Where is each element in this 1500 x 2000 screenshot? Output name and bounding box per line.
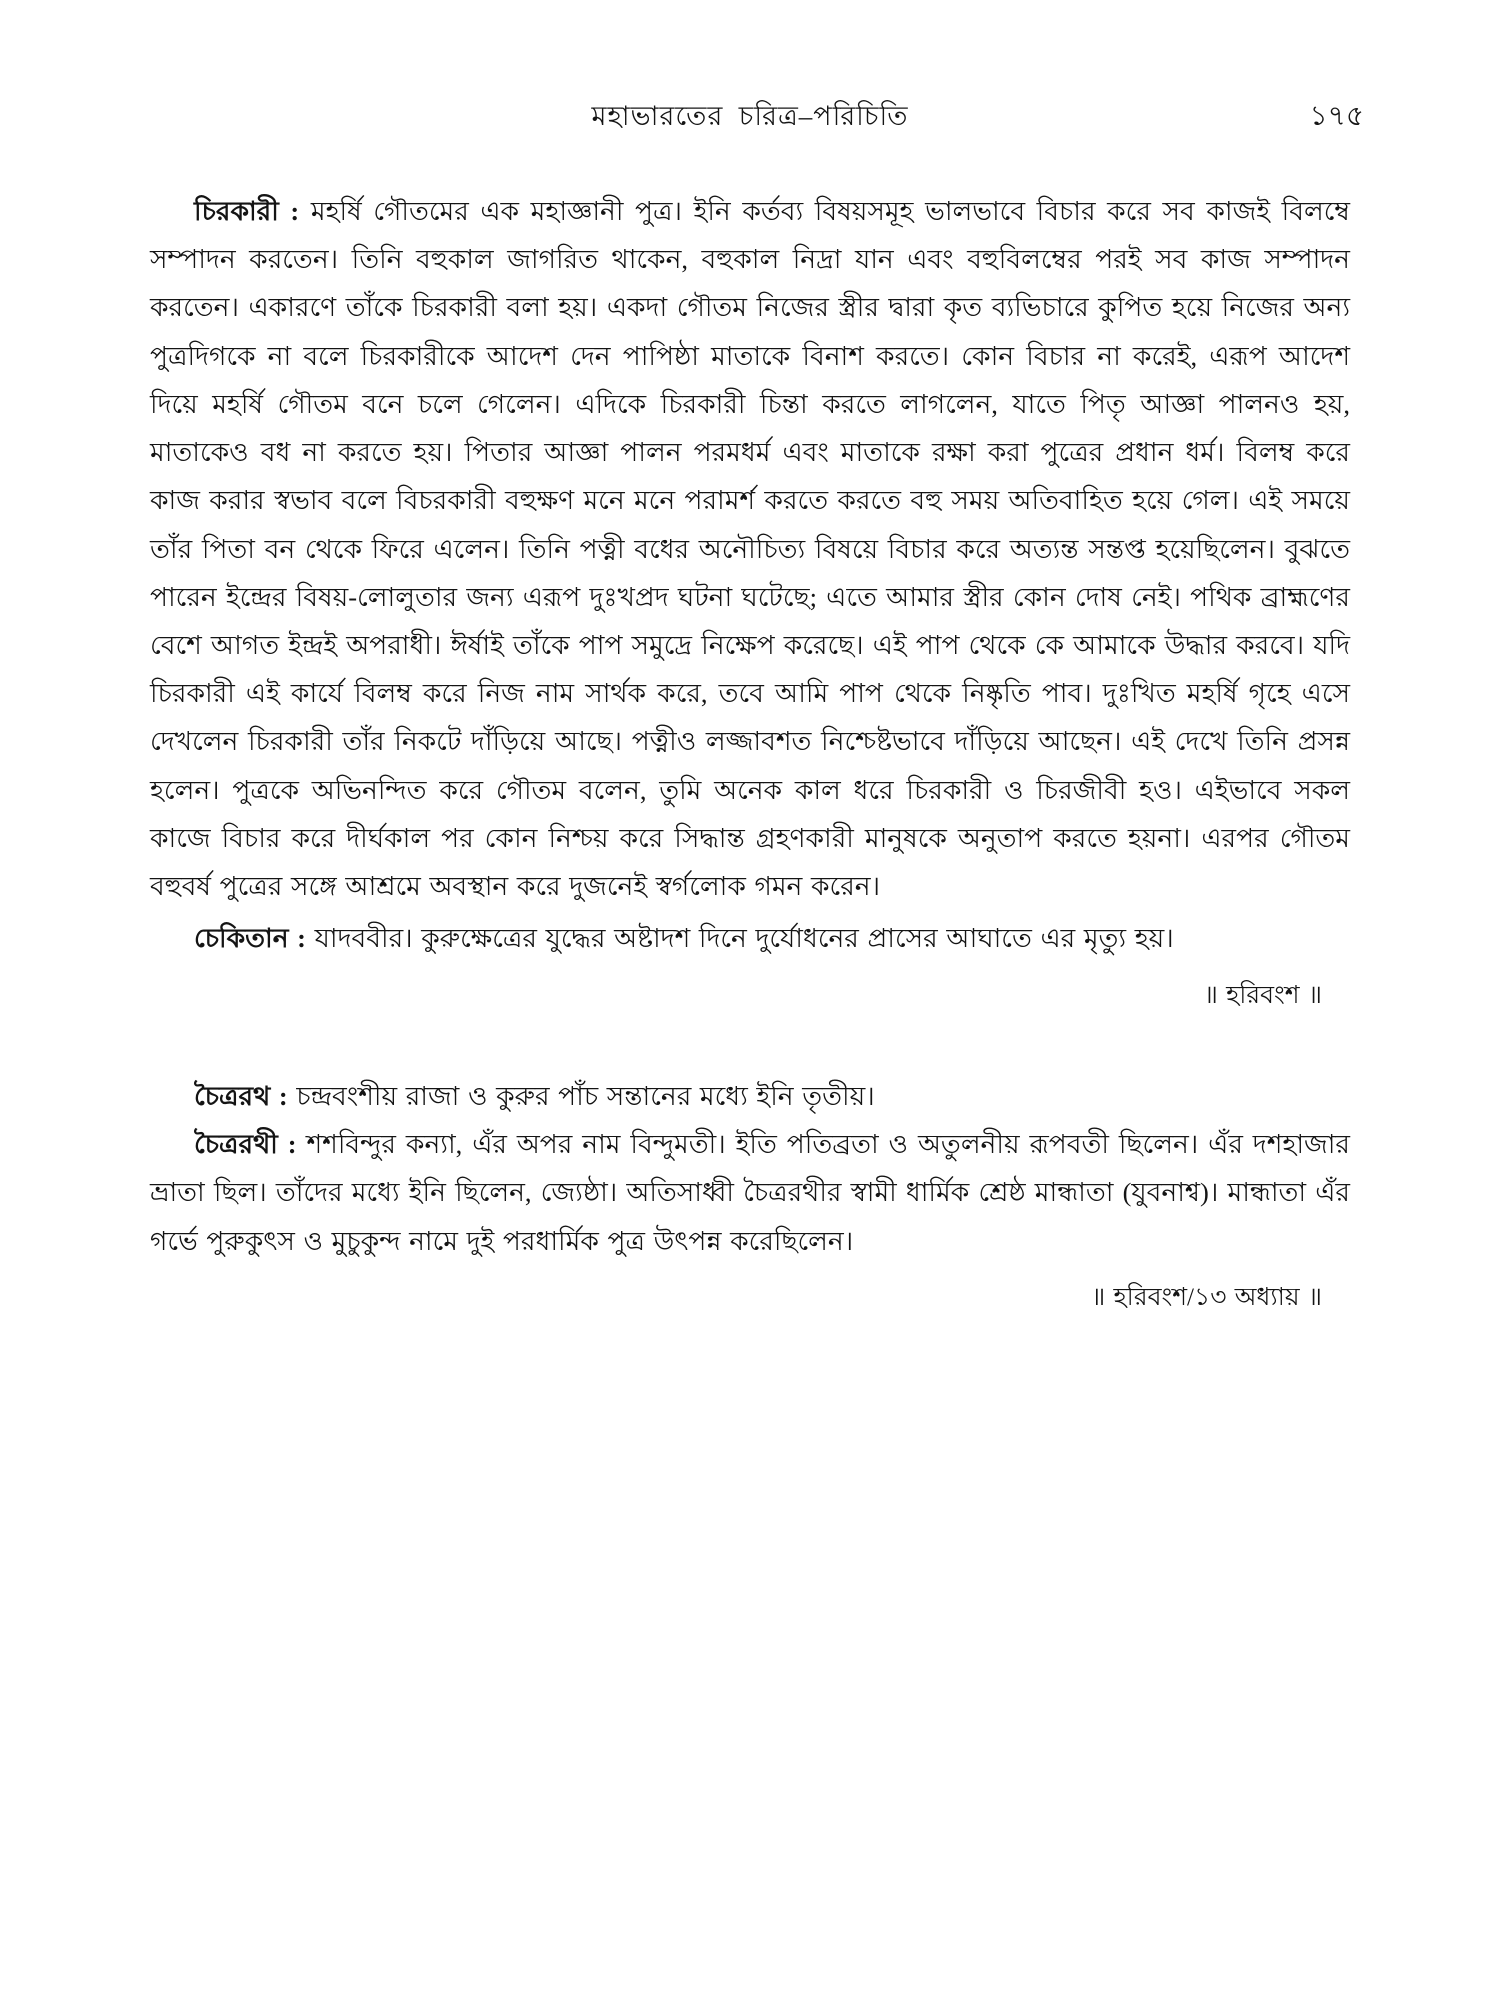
entry-term: চেকিতান : xyxy=(194,923,307,954)
entry-body: মহর্ষি গৌতমের এক মহাজ্ঞানী পুত্র। ইনি কর্তব্য বিষয়সমূহ ভালভাবে বিচার করে সব কাজই বিলম্বে সম্পাদন করতেন। তিনি বহুকাল জাগরিত থাকেন, বহুকাল নিদ্রা যান এবং বহুবিলম্বের পরই সব কাজ সম্পাদন করতেন। একারণে তাঁকে চিরকারী বলা হয়। একদা গৌতম নিজের স্ত্রীর দ্বারা কৃত ব্যভিচারে কুপিত হয়ে নিজের অন্য পুত্রদিগকে না বলে চিরকারীকে আদেশ দেন পাপিষ্ঠা মাতাকে বিনাশ করতে। কোন বিচার না করেই, এরূপ আদেশ দিয়ে মহর্ষি গৌতম বনে চলে গেলেন। এদিকে চিরকারী চিন্তা করতে লাগলেন, যাতে পিতৃ আজ্ঞা পালনও হয়, মাতাকেও বধ না করতে হয়। পিতার আজ্ঞা পালন পরমধর্ম এবং মাতাকে রক্ষা করা পুত্রের প্রধান ধর্ম। বিলম্ব করে কাজ করার স্বভাব বলে বিচরকারী বহুক্ষণ মনে মনে পরামর্শ করতে করতে বহু সময় অতিবাহিত হয়ে গেল। এই সময়ে তাঁর পিতা বন থেকে ফিরে এলেন। তিনি পত্নী বধের অনৌচিত্য বিষয়ে বিচার করে অত্যন্ত সন্তপ্ত হয়েছিলেন। বুঝতে পারেন ইন্দ্রের বিষয়-লোলুতার জন্য এরূপ দুঃখপ্রদ ঘটনা ঘটেছে; এতে আমার স্ত্রীর কোন দোষ নেই। পথিক ব্রাহ্মণের বেশে আগত ইন্দ্রই অপরাধী। ঈর্ষাই তাঁকে পাপ সমুদ্রে নিক্ষেপ করেছে। এই পাপ থেকে কে আমাকে উদ্ধার করবে। যদি চিরকারী এই কার্যে বিলম্ব করে নিজ নাম সার্থক করে, তবে আমি পাপ থেকে নিষ্কৃতি পাব। দুঃখিত মহর্ষি গৃহে এসে দেখলেন চিরকারী তাঁর নিকটে দাঁড়িয়ে আছে। পত্নীও লজ্জাবশত নিশ্চেষ্টভাবে দাঁড়িয়ে আছেন। এই দেখে তিনি প্রসন্ন হলেন। পুত্রকে অভিনন্দিত করে গৌতম বলেন, তুমি অনেক কাল ধরে চিরকারী ও চিরজীবী হও। এইভাবে সকল কাজে বিচার করে দীর্ঘকাল পর কোন নিশ্চয় করে সিদ্ধান্ত গ্রহণকারী মানুষকে অনুতাপ করতে হয়না। এরপর গৌতম বহুবর্ষ পুত্রের সঙ্গে আশ্রমে অবস্থান করে দুজনেই স্বর্গলোক গমন করেন। xyxy=(150,196,1350,902)
section-spacer xyxy=(150,1018,1350,1072)
entry-body: শশবিন্দুর কন্যা, এঁর অপর নাম বিন্দুমতী। ইতি পতিব্রতা ও অতুলনীয় রূপবতী ছিলেন। এঁর দশহাজার ভ্রাতা ছিল। তাঁদের মধ্যে ইনি ছিলেন, জ্যেষ্ঠা। অতিসাধ্বী চৈত্ররথীর স্বামী ধার্মিক শ্রেষ্ঠ মান্ধাতা (যুবনাশ্ব)। মান্ধাতা এঁর গর্ভে পুরুকুৎস ও মুচুকুন্দ নামে দুই পরধার্মিক পুত্র উৎপন্ন করেছিলেন। xyxy=(150,1129,1350,1256)
entry-term: চিরকারী : xyxy=(194,196,300,226)
entry-chaitrarathi xyxy=(150,1120,1350,1265)
page-header xyxy=(150,96,1364,141)
source-attribution-two: ॥ হরিবংশ/১৩ অধ্যায় ॥ xyxy=(1091,1283,1322,1311)
entry-term: চৈত্ররথ : xyxy=(194,1081,288,1111)
entry-chirakari xyxy=(150,187,1350,910)
entry-term: চৈত্ররথী : xyxy=(194,1129,297,1160)
book-running-title: মহাভারতের চরিত্র–পরিচিতি xyxy=(591,101,909,131)
entry-chekitan xyxy=(150,914,1350,962)
page-number: ১৭৫ xyxy=(1309,101,1364,132)
entry-body: চন্দ্রবংশীয় রাজা ও কুরুর পাঁচ সন্তানের মধ্যে ইনি তৃতীয়। xyxy=(287,1081,875,1111)
section-two xyxy=(150,1072,1350,1265)
source-attribution-one: ॥ হরিবংশ ॥ xyxy=(1203,981,1322,1009)
entry-body: যাদববীর। কুরুক্ষেত্রের যুদ্ধের অষ্টাদশ দিনে দুর্যোধনের প্রাসের আঘাতে এর মৃত্যু হয়। xyxy=(306,923,1174,954)
entry-chaitraratha xyxy=(150,1072,1350,1120)
page-body xyxy=(150,187,1350,1320)
